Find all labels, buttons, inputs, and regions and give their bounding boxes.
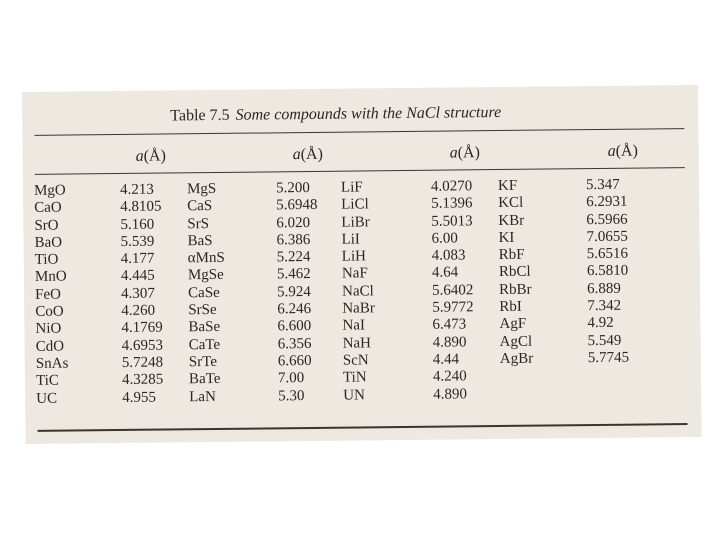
lattice-value: 5.6402 [432,282,474,299]
lattice-value: 4.955 [122,389,157,406]
lattice-value: 5.6948 [276,197,318,214]
value-column-4 [586,177,629,368]
compound-column-1 [34,183,69,408]
column-header-2: a(Å) [292,145,323,164]
lattice-value: 6.473 [432,316,467,334]
compound-cell: BaSe [188,319,221,336]
compound-cell: LiF [340,179,363,196]
compound-cell: MgS [186,180,217,198]
compound-cell: SnAs [35,355,69,372]
lattice-value: 4.260 [121,302,156,320]
lattice-value: 5.539 [120,233,155,250]
compound-cell: UC [36,390,58,407]
compound-cell: KF [497,177,518,195]
compound-cell: LaN [189,388,216,405]
compound-column-4 [498,178,533,369]
lattice-value: 5.9772 [432,299,474,316]
compound-cell: LiH [341,248,366,265]
compound-cell: TiC [35,372,59,390]
compound-cell: KCl [498,195,524,212]
lattice-value: 7.0655 [586,228,628,245]
lattice-value: 4.1769 [121,319,163,337]
lattice-value: 4.44 [432,351,460,368]
compound-cell: NaH [342,335,372,352]
compound-cell: MgO [33,182,66,199]
compound-cell: LiBr [341,213,370,231]
compound-cell: MgSe [187,267,224,284]
lattice-value: 5.160 [120,216,155,233]
lattice-value: 4.890 [433,385,468,403]
lattice-value: 4.3285 [121,371,164,389]
compound-cell: RbBr [499,281,532,298]
lattice-value: 4.92 [587,315,614,332]
table-caption [170,104,501,125]
compound-column-3 [341,179,376,404]
table-number: Table 7.5 [170,106,230,125]
lattice-value: 5.347 [585,176,620,194]
compound-cell: FeO [35,286,62,303]
column-header-4: a(Å) [607,142,638,160]
compound-cell: BaTe [188,371,221,388]
compound-cell: MnO [34,269,67,286]
lattice-value: 6.356 [277,335,312,353]
lattice-value: 4.445 [120,268,155,285]
compound-cell: BaO [34,234,63,251]
lattice-value: 5.200 [275,179,310,197]
compound-cell: CaO [34,199,62,217]
lattice-value: 6.386 [276,231,311,249]
compound-cell: CdO [35,338,65,355]
compound-column-2 [187,181,226,406]
compound-cell: CaSe [188,284,220,302]
lattice-value: 4.8105 [120,198,162,216]
compound-cell: SrTe [188,353,218,371]
lattice-value: 4.6953 [121,337,163,354]
lattice-value: 4.307 [121,285,155,302]
lattice-value: 6.2931 [586,193,628,211]
compound-cell: SrO [34,217,59,234]
compound-cell: ScN [342,352,369,369]
table-title: Some compounds with the NaCl structure [235,103,502,124]
lattice-value: 5.6516 [586,245,629,263]
lattice-value: 5.7745 [587,349,630,367]
lattice-value: 4.213 [119,181,154,198]
lattice-value: 5.224 [276,249,311,266]
lattice-value: 4.0270 [430,178,473,195]
lattice-value: 6.5810 [586,263,629,280]
lattice-value: 7.342 [587,297,622,315]
compound-cell: SrS [187,215,210,232]
lattice-value: 5.462 [276,266,311,283]
bottom-rule [38,423,688,432]
compound-cell: AgCl [499,333,533,350]
compound-cell: NaI [342,317,366,335]
lattice-value: 5.1396 [431,195,473,213]
compound-cell: LiCl [341,196,369,213]
value-column-3 [431,178,475,403]
lattice-value: 6.020 [276,214,311,231]
compound-cell: AgBr [499,350,534,367]
compound-cell: LiI [341,231,360,248]
lattice-value: 4.177 [120,250,155,268]
lattice-value: 6.5966 [586,211,628,228]
compound-cell: αMnS [187,250,225,267]
lattice-value: 4.240 [432,368,467,385]
lattice-value: 6.660 [277,352,312,370]
lattice-value: 5.30 [278,387,305,404]
lattice-value: 6.246 [277,301,312,318]
lattice-value: 4.083 [431,247,466,264]
compound-cell: CaS [187,198,213,215]
lattice-value: 5.5013 [431,212,473,230]
value-column-1 [120,182,164,407]
value-column-2 [276,180,320,405]
lattice-value: 4.890 [432,334,467,351]
scanned-table-page [22,85,702,444]
compound-cell: AgF [499,316,527,333]
compound-cell: RbF [498,246,525,264]
compound-cell: RbCl [498,264,531,281]
compound-cell: TiN [342,369,367,386]
compound-cell: KBr [498,212,525,229]
lattice-value: 6.889 [587,280,621,297]
compound-cell: NaCl [342,283,374,300]
top-rule [34,128,684,136]
compound-cell: TiO [34,251,59,269]
header-rule [35,167,685,175]
column-header-3: a(Å) [449,144,480,162]
compound-cell: SrSe [188,302,217,319]
lattice-value: 5.924 [277,283,311,301]
compound-cell: NaF [341,265,368,283]
compound-cell: UN [343,386,365,404]
lattice-value: 6.600 [277,318,312,335]
column-header-1: a(Å) [135,147,166,165]
lattice-value: 5.7248 [121,354,164,371]
lattice-value: 7.00 [277,370,305,387]
compound-cell: NiO [35,320,62,338]
lattice-value: 5.549 [587,332,622,349]
lattice-value: 6.00 [431,230,458,247]
compound-cell: BaS [187,232,213,250]
compound-cell: RbI [499,298,522,316]
lattice-value: 4.64 [431,264,459,282]
compound-cell: CoO [35,303,64,320]
compound-cell: KI [498,229,515,246]
compound-cell: NaBr [342,300,375,317]
compound-cell: CaTe [188,336,221,353]
